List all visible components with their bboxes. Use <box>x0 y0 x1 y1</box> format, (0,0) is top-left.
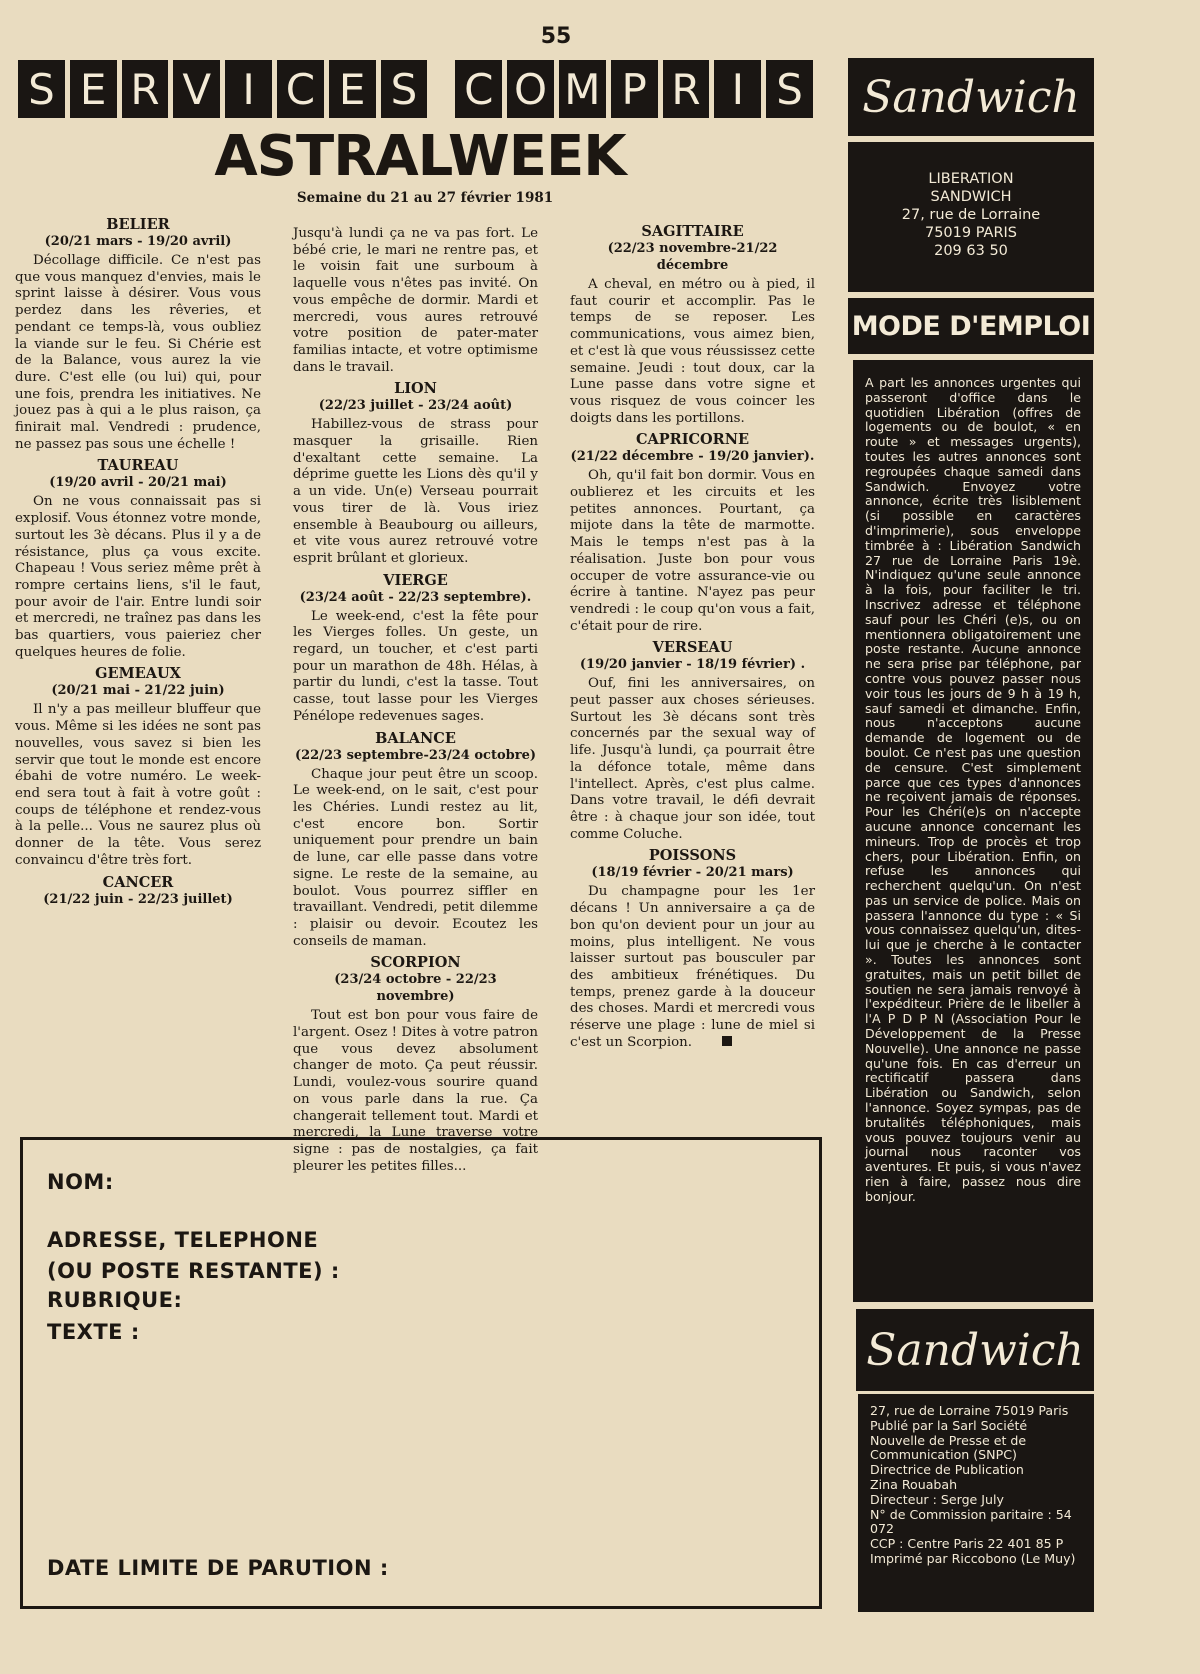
sign-text <box>570 884 815 1051</box>
banner-letter: E <box>70 60 117 118</box>
imprint-line: N° de Commission paritaire : 54 072 <box>870 1506 1072 1537</box>
sign-dates: (21/22 juin - 22/23 juillet) <box>43 891 233 907</box>
sign-text: A cheval, en métro ou à pied, il faut courir et accomplir. Pas le temps de se reposer. Les communications, vous aimez bien, et c'est là que vous réussissez cette semaine. Jeudi : tout doux, car la Lune passe dans votre signe et vous risquez de vous coincer les doigts dans les portillons. <box>570 277 815 426</box>
sign-text: Oh, qu'il fait bon dormir. Vous en oublierez et les circuits et les petites annonces. Pourtant, ça mijote dans la tête de marmotte. Mais le temps n'est pas à la réalisation. Juste bon pour vous occuper de votre assurance-vie ou écrire à tantine. N'ayez pas peur vendredi : le coup qu'on vous a fait, c'était pour de rire. <box>570 468 815 634</box>
form-label-texte[interactable]: TEXTE : <box>47 1320 140 1344</box>
sign-name: BELIER <box>106 216 170 233</box>
banner-letter: I <box>714 60 761 118</box>
imprint-line: Zina Rouabah <box>870 1476 958 1492</box>
sign-dates: (22/23 septembre-23/24 octobre) <box>294 747 536 763</box>
horoscope-column-1 <box>15 216 261 911</box>
imprint-line: Directeur : Serge July <box>870 1491 1004 1507</box>
address-line: LIBERATION <box>928 171 1014 187</box>
banner-letter: S <box>18 60 65 118</box>
banner-letter: S <box>766 60 813 118</box>
sign-name: CAPRICORNE <box>635 431 750 449</box>
sign-text: Chaque jour peut être un scoop. Le week-end, on le sait, c'est pour les Chéries. Lundi restez au lit, c'est encore bon. Sortir uniquement pour prendre un bain de lune, car elle passe dans votre signe. Le reste de la semaine, au boulot. Vous pourrez siffler en travaillant. Vendredi, petit dilemme : plaisir ou devoir. Ecoutez les conseils de maman. <box>293 766 538 949</box>
sign-text: On ne vous connaissait pas si explosif. Vous étonnez votre monde, surtout les 3è décans. Plus il y a de résistance, plus ça vous excite. Chapeau ! Vous seriez même prêt à rompre certains liens, s'il le faut, pour avoir de l'air. Entre lundi soir et mercredi, ne traînez pas dans les bas quartiers, vous paieriez cher quelques heures de folie. <box>15 494 261 660</box>
imprint-box <box>858 1394 1094 1612</box>
sandwich-logo-bottom: Sandwich <box>856 1309 1094 1391</box>
end-mark-icon <box>722 1036 732 1046</box>
horoscope-column-3 <box>570 223 815 1055</box>
horoscope-column-2 <box>293 226 538 1179</box>
banner-letter: V <box>173 60 220 118</box>
address-line: 209 63 50 <box>934 243 1008 259</box>
sign-name: POISSONS <box>648 847 737 865</box>
sign-name: CANCER <box>102 873 174 891</box>
sign-dates: (23/24 octobre - 22/23 novembre) <box>334 972 497 1005</box>
sign-dates: (20/21 mars - 19/20 avril) <box>44 234 232 249</box>
sign-text: Jusqu'à lundi ça ne va pas fort. Le bébé crie, le mari ne rentre pas, et le voisin fait une surboum à laquelle vous n'êtes pas invité. On vous empêche de dormir. Mardi et mercredi, vous aures retrouvé votre position de pater-mater familias intacte, et votre optimisme dans le travail. <box>293 226 538 375</box>
address-box <box>848 142 1094 292</box>
sign-dates: (18/19 février - 20/21 mars) <box>591 865 794 881</box>
address-line: 27, rue de Lorraine <box>901 207 1041 223</box>
services-compris-banner <box>18 60 813 118</box>
sign-dates: (22/23 novembre-21/22 décembre <box>607 241 778 273</box>
sign-dates: (19/20 avril - 20/21 mai) <box>49 475 227 491</box>
sign-dates: (22/23 juillet - 23/24 août) <box>318 398 513 414</box>
page-number: 55 <box>540 24 572 49</box>
form-label-rubrique[interactable]: RUBRIQUE: <box>47 1288 183 1312</box>
banner-letter: E <box>329 60 376 118</box>
sign-name: SCORPION <box>370 954 461 972</box>
banner-letter: C <box>455 60 502 118</box>
sign-name: SAGITTAIRE <box>641 223 744 240</box>
sign-name: BALANCE <box>375 729 456 747</box>
banner-letter: P <box>611 60 658 118</box>
mode-emploi-text: A part les annonces urgentes qui passeront d'office dans le quotidien Libération (offres de logements ou de boulot, « en route » et messages urgents), toutes les autres annonces sont regroupées chaque samedi dans Sandwich. Envoyez votre annonce, écrite très lisiblement (si possible en caractères d'imprimerie), sous enveloppe timbrée à : Libération Sandwich 27 rue de Lorraine Paris 19è. N'indiquez qu'une seule annonce à la fois, pour faciliter le tri. Inscrivez adresse et téléphone sauf pour les Chéri (e)s, ou on mentionnera obligatoirement une poste restante. Aucune annonce ne sera prise par téléphone, par contre vous pouvez passer nous voir tous les jours de 9 h à 19 h, sauf samedi et dimanche. Enfin, nous n'acceptons aucune demande de logement ou de boulot. Ce n'est pas une question de censure. C'est simplement parce que ces types d'annonces ne reçoivent jamais de réponses. Pour les Chéri(e)s on n'accepte aucune annonce concernant les mineurs. Trop de procès et trop chers, pour Libération. Enfin, on refuse les annonces qui recherchent quelqu'un. On n'est pas un service de police. Mais on passera l'annonce du type : « Si vous connaissez quelqu'un, dites-lui que je cherche à le contacter ». Toutes les annonces sont gratuites, mais un petit billet de soutien ne sera jamais renvoyé à l'expéditeur. Prière de le libeller à l'A P D P N (Association Pour le Développement de la Presse Nouvelle). Une annonce ne passe qu'une fois. En cas d'erreur un rectificatif passera dans Libération ou Sandwich, selon l'annonce. Soyez sympas, pas de brutalités téléphoniques, mais vous pouvez toujours venir au journal nous raconter vos aventures. Et puis, si vous n'avez rien à faire, passez nous dire bonjour. <box>853 360 1093 1302</box>
address-line: 75019 PARIS <box>924 225 1018 241</box>
address-line: SANDWICH <box>930 189 1012 205</box>
sign-dates: (21/22 décembre - 19/20 janvier). <box>570 449 815 465</box>
sign-dates: (19/20 janvier - 18/19 février) . <box>579 657 806 673</box>
sign-name: VIERGE <box>383 571 448 589</box>
banner-letter: S <box>381 60 428 118</box>
sandwich-logo: Sandwich <box>848 58 1094 136</box>
sign-name: LION <box>394 380 437 398</box>
mode-emploi-title: MODE D'EMPLOI <box>848 298 1094 354</box>
imprint-line: Publié par la Sarl Société Nouvelle de Presse et de Communication (SNPC) <box>870 1417 1028 1463</box>
sign-dates: (20/21 mai - 21/22 juin) <box>51 683 225 699</box>
banner-letter: C <box>277 60 324 118</box>
banner-letter: O <box>507 60 554 118</box>
imprint-line: 27, rue de Lorraine 75019 Paris <box>870 1403 1069 1418</box>
banner-letter: M <box>559 60 606 118</box>
ad-submission-form <box>20 1137 822 1609</box>
banner-letter: R <box>122 60 169 118</box>
sign-text: Ouf, fini les anniversaires, on peut passer aux choses sérieuses. Surtout les 3è décans sont très concernés par the sexual way of life. Jusqu'à lundi, ça pourrait être la défonce totale, même dans l'intellect. Après, c'est plus calme. Dans votre travail, le défi devrait être : à chaque jour son idée, tout comme Coluche. <box>570 676 815 842</box>
sign-text: Le week-end, c'est la fête pour les Vierges folles. Un geste, un regard, un toucher, et c'est parti pour un marathon de 48h. Hélas, à partir du lundi, c'est la tasse. Tout casse, tout lasse pour les Vierges Pénélope redevenues sages. <box>293 608 538 724</box>
sign-name: TAUREAU <box>97 457 179 475</box>
sign-name: VERSEAU <box>652 639 733 657</box>
imprint-line: Imprimé par Riccobono (Le Muy) <box>870 1550 1076 1566</box>
sign-text: Tout est bon pour vous faire de l'argent. Osez ! Dites à votre patron que vous devez absolument changer de moto. Ça peut réussir. Lundi, voulez-vous sourire quand on vous parle dans la rue. Ça changerait tellement tout. Mardi et mercredi, la Lune traverse votre signe : pas de nostalgies, ça fait pleurer les petites filles... <box>293 1008 538 1174</box>
form-label-poste[interactable]: (OU POSTE RESTANTE) : <box>47 1259 340 1283</box>
sign-text-content: Du champagne pour les 1er décans ! Un anniversaire a ça de bon qu'on devient pour un jour au moins, plus intelligent. Ne vous laisser surtout pas bousculer par des ambitieux frénétiques. Du temps, prenez garde à la douceur des choses. Mardi et mercredi vous réserve une plage : lune de miel si c'est un Scorpion. <box>570 884 815 1050</box>
headline: ASTRALWEEK <box>214 124 626 189</box>
imprint-line: CCP : Centre Paris 22 401 85 P <box>870 1536 1064 1552</box>
sign-text: Décollage difficile. Ce n'est pas que vous manquez d'envies, mais le sprint laisse à désirer. Vous vous perdez dans les rêveries, et pendant ce temps-là, vous oubliez la viande sur le feu. Si Chérie est de la Balance, vous aurez la vie dure. C'est elle (ou lui) qui, pour une fois, prendra les initiatives. Ne jouez pas à qui a le plus raison, ça finirait mal. Vendredi : prudence, ne passez pas sous une échelle ! <box>15 253 261 452</box>
imprint-line: Directrice de Publication <box>870 1462 1024 1478</box>
sign-dates: (23/24 août - 22/23 septembre). <box>299 589 532 605</box>
form-label-nom[interactable]: NOM: <box>47 1170 114 1194</box>
sign-name: GEMEAUX <box>95 665 181 683</box>
banner-letter: I <box>225 60 272 118</box>
sign-text: Habillez-vous de strass pour masquer la grisaille. Rien d'exaltant cette semaine. La déprime guette les Lions dès qu'il y a un vide. Un(e) Verseau pourrait vous tirer de là. Vous iriez ensemble à Beaubourg ou ailleurs, et vite vous aurez retrouvé votre esprit brûlant et glorieux. <box>293 417 538 566</box>
banner-letter: R <box>663 60 710 118</box>
week-line: Semaine du 21 au 27 février 1981 <box>296 190 554 206</box>
form-label-date-limite[interactable]: DATE LIMITE DE PARUTION : <box>47 1556 389 1580</box>
form-label-adresse[interactable]: ADRESSE, TELEPHONE <box>47 1228 319 1252</box>
sign-text: Il n'y a pas meilleur bluffeur que vous. Même si les idées ne sont pas nouvelles, vous savez si bien les servir que tout le monde est encore ébahi de votre numéro. Le week-end sera tout à fait à votre goût : coups de téléphone et rendez-vous à la pelle... Vous ne saurez plus où donner de la tête. Vous serez convaincu d'être très fort. <box>15 702 261 868</box>
